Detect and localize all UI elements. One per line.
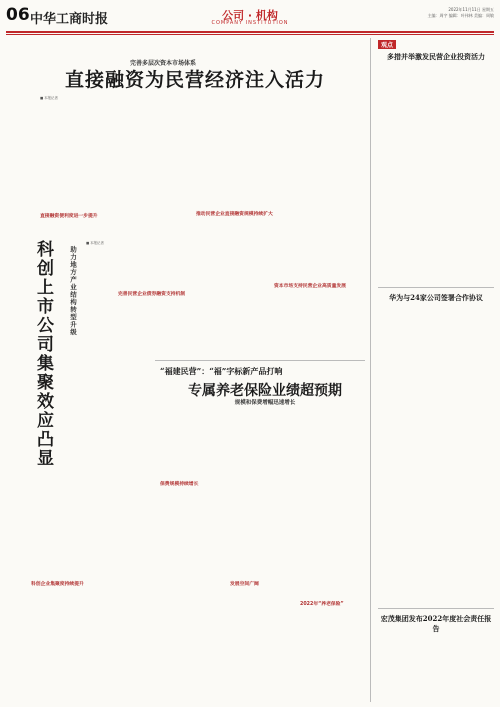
main-subhead-1: 直接融资便利度进一步提升 xyxy=(40,214,98,219)
right-article-2-title: 华为与24家公司签署合作协议 xyxy=(389,293,483,302)
masthead-rule-thin xyxy=(6,34,494,35)
main-subhead-2: 完善民营企业债券融资支持机制 xyxy=(118,292,186,297)
right-article-1-title: 多措并举激发民营企业投资活力 xyxy=(387,52,485,61)
paper-name: 中华工商时报 xyxy=(30,12,109,27)
main-kicker: 完善多层次资本市场体系 xyxy=(130,60,197,67)
masthead-rule xyxy=(6,31,494,33)
page-number: 06 xyxy=(6,5,30,25)
middle-article-title: “福建民营”：“福”字标新产品打响 xyxy=(160,366,283,376)
section-title-en: COMPANY INSTITUTION xyxy=(211,20,289,26)
masthead xyxy=(6,5,494,31)
right-article-2-body xyxy=(378,304,494,604)
main-byline: ■ 本报记者 xyxy=(40,96,58,100)
insurance-body-col-1 xyxy=(160,410,226,700)
issue-date: 2022年11月11日 星期五 xyxy=(448,7,494,12)
feature-subtitle: 助力地方产业结构转型升级 xyxy=(69,246,77,336)
right-divider-1 xyxy=(378,287,494,288)
right-article-3-body xyxy=(378,625,494,700)
issue-meta xyxy=(427,7,494,19)
issue-editors: 主编：周宇 编辑：叶伟林 美编：周敏 xyxy=(427,13,494,18)
right-article-3-title: 宏茂集团发布2022年度社会责任报告 xyxy=(380,614,492,633)
section-title: 公司 · 机构 xyxy=(222,9,278,22)
feature-subhead: 科创企业集聚度持续提升 xyxy=(31,582,84,587)
main-body-col-3 xyxy=(196,95,268,360)
middle-divider xyxy=(155,360,365,361)
feature-body-col-2 xyxy=(96,365,154,700)
right-rail-header xyxy=(378,40,494,48)
insurance-subhead-1: 保费规模持续增长 xyxy=(160,482,199,487)
main-body-col-4 xyxy=(274,95,362,360)
feature-title: 科创上市公司集聚效应凸显 xyxy=(33,240,53,468)
main-subhead-3: 推动民营企业直接融资规模持续扩大 xyxy=(196,212,273,217)
insurance-subtitle: 规模和保费增幅迅速增长 xyxy=(234,400,296,406)
feature-body-col-1 xyxy=(31,440,91,700)
insurance-body-col-3 xyxy=(300,410,366,700)
main-headline: 直接融资为民营经济注入活力 xyxy=(64,69,325,91)
main-subhead-4: 资本市场支持民营企业高质量发展 xyxy=(274,284,346,289)
column-divider xyxy=(370,38,371,702)
insurance-subhead-2: 发展空间广阔 xyxy=(230,582,259,587)
right-article-1-body xyxy=(378,63,494,283)
feature-body-top xyxy=(86,240,152,360)
right-divider-2 xyxy=(378,608,494,609)
insurance-subhead-3: 2022年“养老保险” xyxy=(300,602,344,607)
feature-byline: ■ 本报记者 xyxy=(86,241,104,245)
insurance-body-col-2 xyxy=(230,410,296,700)
insurance-title: 专属养老保险业绩超预期 xyxy=(188,383,342,399)
right-rail-tag: 观点 xyxy=(378,40,396,49)
